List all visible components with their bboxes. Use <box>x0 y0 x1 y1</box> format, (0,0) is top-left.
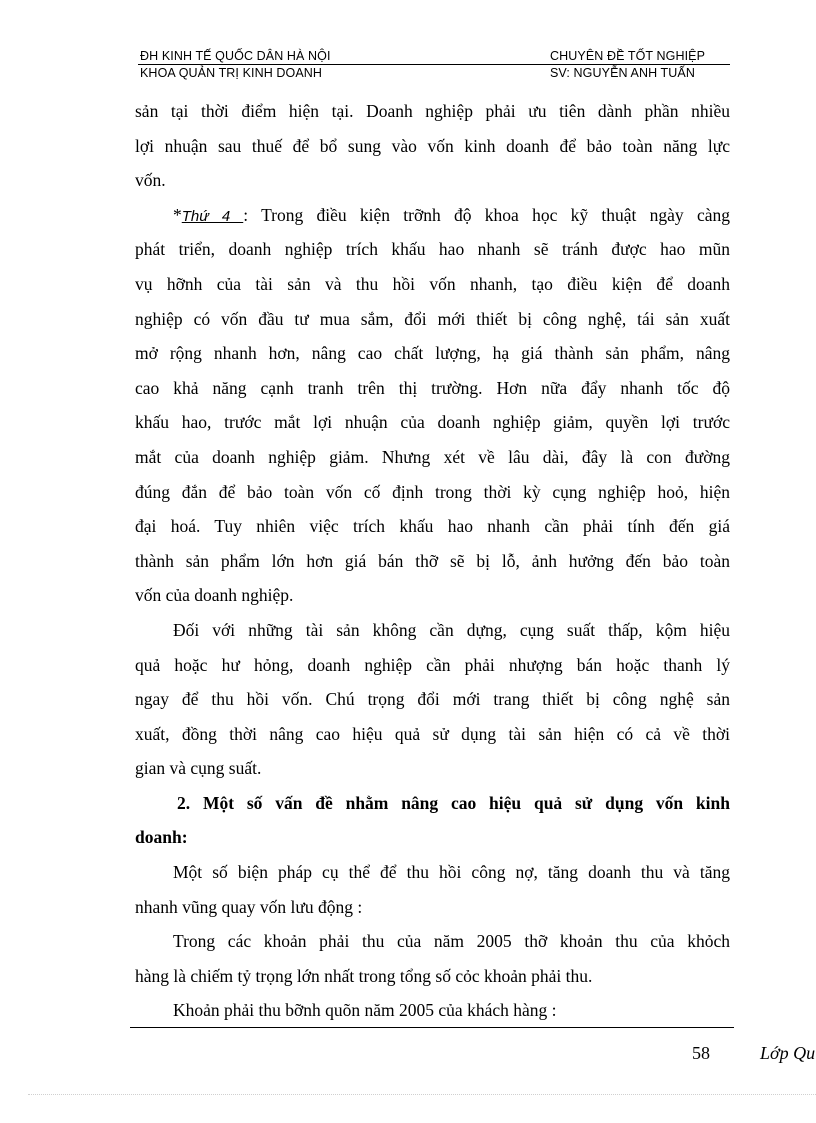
footer-divider <box>130 1027 734 1028</box>
text-line: gian và cụng suất. <box>135 758 262 779</box>
header-divider <box>138 64 730 65</box>
text-line: sản tại thời điểm hiện tại. Doanh nghiệp phải ưu tiên dành phần nhiều <box>135 101 730 121</box>
header-title: CHUYÊN ĐỀ TỐT NGHIỆP <box>550 49 706 63</box>
text-line: thành sản phẩm lớn hơn giá bán thỡ sẽ bị lỗ, ảnh hưởng đến bảo toàn <box>135 550 730 571</box>
text-span: : Trong điều kiện trỡnh độ khoa học kỹ thuật ngày càng <box>243 204 730 225</box>
text-line: cao khả năng cạnh tranh trên thị trường. Hơn nữa đẩy nhanh tốc độ <box>135 377 730 398</box>
page-number: 58 <box>692 1043 710 1063</box>
text-line: vốn của doanh nghiệp. <box>135 585 294 606</box>
text-line: khấu hao, trước mắt lợi nhuận của doanh nghiệp giảm, quyền lợi trước <box>135 412 730 433</box>
text-line: mở rộng nhanh hơn, nâng cao chất lượng, hạ giá thành sản phẩm, nâng <box>135 343 730 364</box>
text-line: mắt của doanh nghiệp giảm. Nhưng xét về lâu dài, đây là con đường <box>135 446 730 467</box>
text-line: Một số biện pháp cụ thể để thu hồi công nợ, tăng doanh thu và tăng <box>173 862 730 883</box>
paragraph-thu-4-first-line <box>135 198 730 233</box>
text-line: nghiệp có vốn đầu tư mua sắm, đổi mới thiết bị công nghệ, tái sản xuất <box>135 308 730 329</box>
text-line: ngay để thu hồi vốn. Chú trọng đổi mới trang thiết bị công nghệ sản <box>135 689 730 710</box>
text-line: đúng đắn để bảo toàn vốn cố định trong thời kỳ cụng nghiệp hoỏ, hiện <box>135 481 730 502</box>
text-line: xuất, đồng thời nâng cao hiệu quả sử dụng tài sản hiện có cả về thời <box>135 723 730 744</box>
section-heading-cont: doanh: <box>135 827 188 848</box>
header-faculty: KHOA QUẢN TRỊ KINH DOANH <box>140 66 323 80</box>
text-line: vụ hỡnh của tài sản và thu hồi vốn nhanh, tạo điều kiện để doanh <box>135 273 730 294</box>
text-line: Trong các khoản phải thu của năm 2005 thỡ khoản thu của khỏch <box>173 931 730 952</box>
text-line: Đối với những tài sản không cần dựng, cụng suất thấp, kộm hiệu <box>173 619 730 640</box>
bullet-star: * <box>173 204 182 225</box>
text-line: đại hoá. Tuy nhiên việc trích khấu hao nhanh cần phải tính đến giá <box>135 516 730 537</box>
body-text <box>135 94 730 1028</box>
text-line: nhanh vũng quay vốn lưu động : <box>135 896 363 917</box>
text-line: phát triển, doanh nghiệp trích khấu hao nhanh sẽ tránh được hao mũn <box>135 239 730 260</box>
header-school: ĐH KINH TẾ QUỐC DÂN HÀ NỘI <box>140 49 331 63</box>
footer-class-label: Lớp Qu <box>760 1043 816 1063</box>
text-line: Khoản phải thu bỡnh quõn năm 2005 của khách hàng : <box>173 1000 557 1021</box>
section-heading: 2. Một số vấn đề nhằm nâng cao hiệu quả sử dụng vốn kinh <box>177 792 730 813</box>
text-line: vốn. <box>135 170 166 191</box>
header-student: SV: NGUYỄN ANH TUẤN <box>550 66 695 80</box>
page-bottom-dotted-line <box>28 1094 816 1095</box>
text-line: quả hoặc hư hỏng, doanh nghiệp cần phải nhượng bán hoặc thanh lý <box>135 654 730 675</box>
text-line: lợi nhuận sau thuế để bổ sung vào vốn kinh doanh để bảo toàn năng lực <box>135 135 730 156</box>
point-label: Thứ 4 <box>181 207 244 225</box>
text-line: hàng là chiếm tỷ trọng lớn nhất trong tổng số cỏc khoản phải thu. <box>135 965 593 986</box>
